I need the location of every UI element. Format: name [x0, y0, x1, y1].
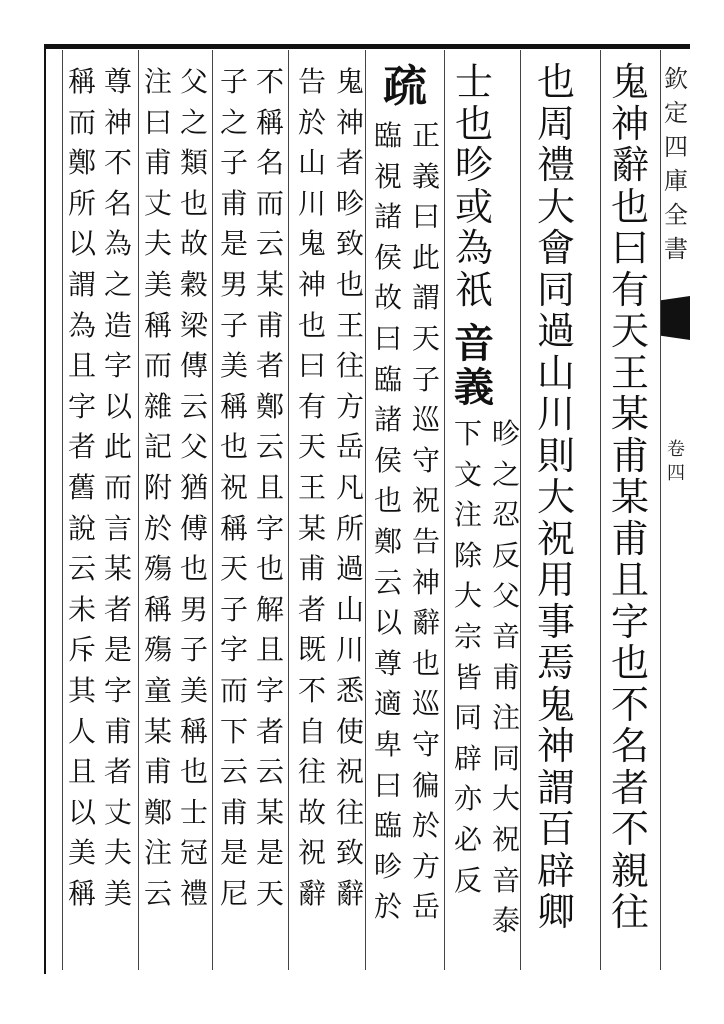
text-column-6: [296, 62, 328, 914]
text-column-9: [178, 62, 210, 914]
column-text: 子之子甫是男子美稱也祝稱天子字而下云甫是尼: [220, 65, 249, 910]
text-column-5: [334, 62, 366, 914]
column-rule: [660, 50, 661, 970]
text-column-11: [102, 62, 134, 914]
column-text: 下文注除大宗皆同辟亦必反: [454, 417, 483, 897]
margin-juan: [664, 438, 688, 486]
margin-juan-text: 卷四: [667, 439, 685, 484]
column-text: 稱而鄭所以謂為且字者舊說云未斥其人且以美稱: [68, 65, 97, 910]
column-text: 也周禮大會同過山川則大祝用事焉鬼神謂百辟卿: [537, 60, 576, 934]
text-column-7: [254, 62, 286, 914]
column-rule: [600, 50, 601, 970]
column-rule: [444, 50, 445, 970]
column-rule: [138, 50, 139, 970]
page-frame: [44, 44, 690, 974]
column-text: 昣之忍反父音甫注同大祝音泰: [492, 417, 521, 938]
column-text: 父之類也故穀梁傳云父猶傅也男子美稱也士冠禮: [180, 65, 209, 910]
annotation-tag: 音義: [454, 320, 494, 411]
column-rule: [288, 50, 289, 970]
text-column-2: [534, 62, 578, 934]
text-column-8: [218, 62, 250, 914]
margin-title: [664, 62, 688, 266]
text-column-12: [66, 62, 98, 914]
column-text: 不稱名而云某甫者鄭云且字也解且字者云某是天: [256, 65, 285, 910]
column-text: 告於山川鬼神也曰有天王某甫者既不自往故祝辭: [298, 65, 327, 910]
column-text: 鬼神辭也曰有天王某甫某甫且字也不名者不親往: [611, 60, 650, 934]
column-text: 士也昣或為祇: [455, 60, 494, 312]
column-text: 注曰甫丈夫美稱而雜記附於殤稱殤童某甫鄭注云: [144, 65, 173, 910]
fishtail-mark: [660, 296, 690, 340]
column-rule: [212, 50, 213, 970]
annotation-tag: 疏: [383, 61, 427, 112]
column-text: 尊神不名為之造字以此而言某者是字甫者丈夫美: [104, 65, 133, 910]
text-column-1: [608, 62, 652, 934]
column-text: 鬼神者昣致也王往方岳凡所過山川悉使祝往致辭: [336, 65, 365, 910]
column-text: 臨視諸侯故曰臨諸侯也鄭云以尊適卑曰臨昣於: [374, 119, 403, 924]
margin-title-text: 欽定四庫全書: [664, 65, 688, 263]
column-rule: [62, 50, 63, 970]
text-column-10: [142, 62, 174, 914]
column-text: 正義曰此謂天子巡守祝告神辭也巡守徧於方岳: [412, 119, 441, 924]
